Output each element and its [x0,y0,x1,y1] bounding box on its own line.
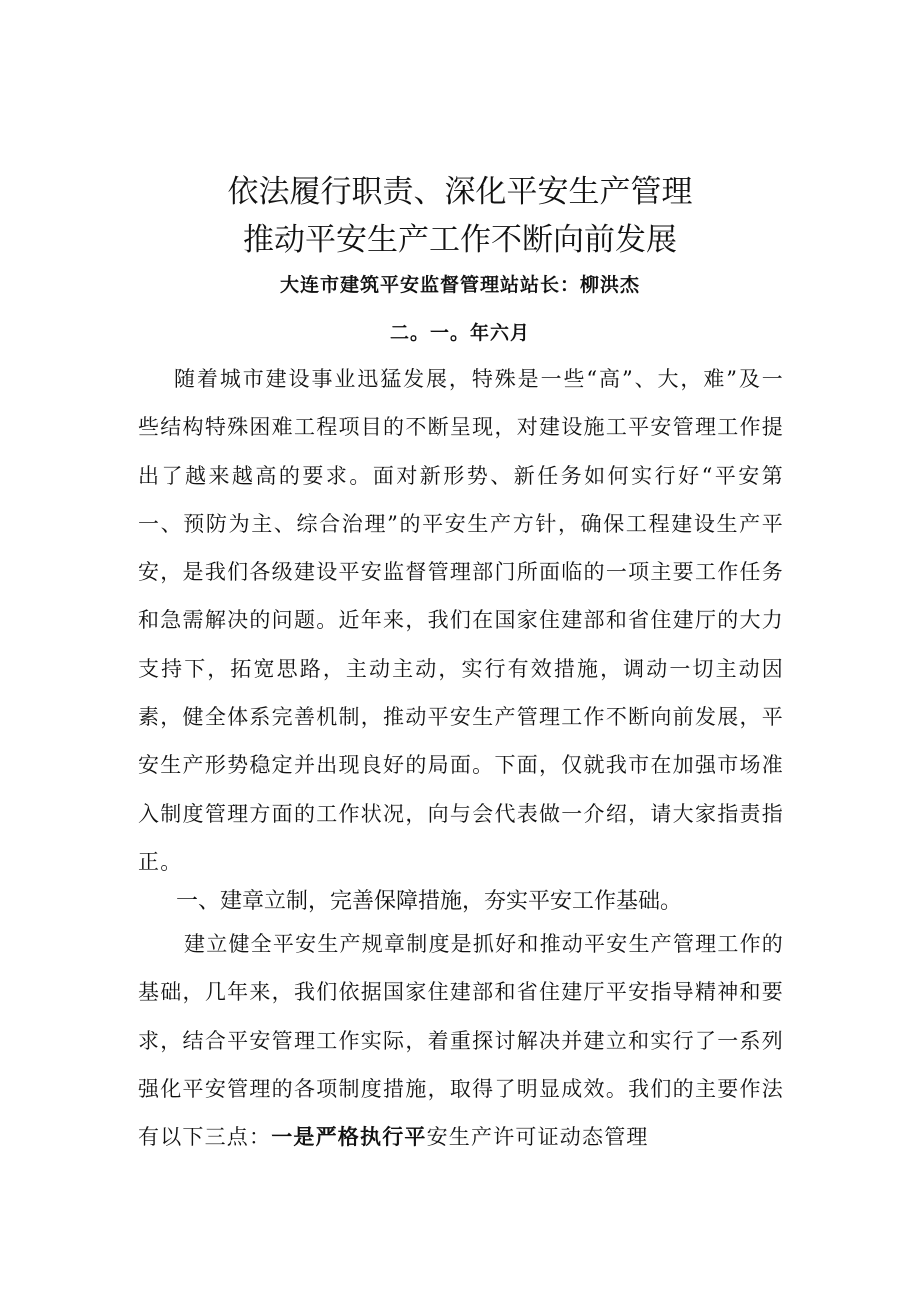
section-heading-1: 一、建章立制，完善保障措施，夯实平安工作基础。 [176,889,683,914]
author-line: 大连市建筑平安监督管理站站长：柳洪杰 [279,274,640,296]
paragraph-section1-tail: 安生产许可证动态管理 [426,1125,649,1150]
paragraph-section1-text: 建立健全平安生产规章制度是抓好和推动平安生产管理工作的基础，几年来，我们依据国家住建部和省住建厅平安指导精神和要求，结合平安管理工作实际，着重探讨解决并建立和实行了一系列强化平安管理的各项制度措施，取得了明显成效。我们的主要作法有以下三点： [138,932,784,1150]
date-line: 二。一。年六月 [389,322,530,344]
document-title-line1: 依法履行职责、深化平安生产管理 [227,174,693,210]
document-title-line2: 推动平安生产工作不断向前发展 [243,222,677,258]
paragraph-section1 [138,920,784,1161]
paragraph-section1-emphasis: 一是严格执行平 [271,1124,427,1150]
paragraph-intro: 随着城市建设事业迅猛发展，特殊是一些“高”、大，难”及一些结构特殊困难工程项目的不断呈现，对建设施工平安管理工作提出了越来越高的要求。面对新形势、新任务如何实行好“平安第一、预防为主、综合治理”的平安生产方针，确保工程建设生产平安，是我们各级建设平安监督管理部门所面临的一项主要工作任务和急需解决的问题。近年来，我们在国家住建部和省住建厅的大力支持下，拓宽思路，主动主动，实行有效措施，调动一切主动因素，健全体系完善机制，推动平安生产管理工作不断向前发展，平安生产形势稳定并出现良好的局面。下面，仅就我市在加强市场准入制度管理方面的工作状况，向与会代表做一介绍，请大家指责指正。 [138,367,784,874]
